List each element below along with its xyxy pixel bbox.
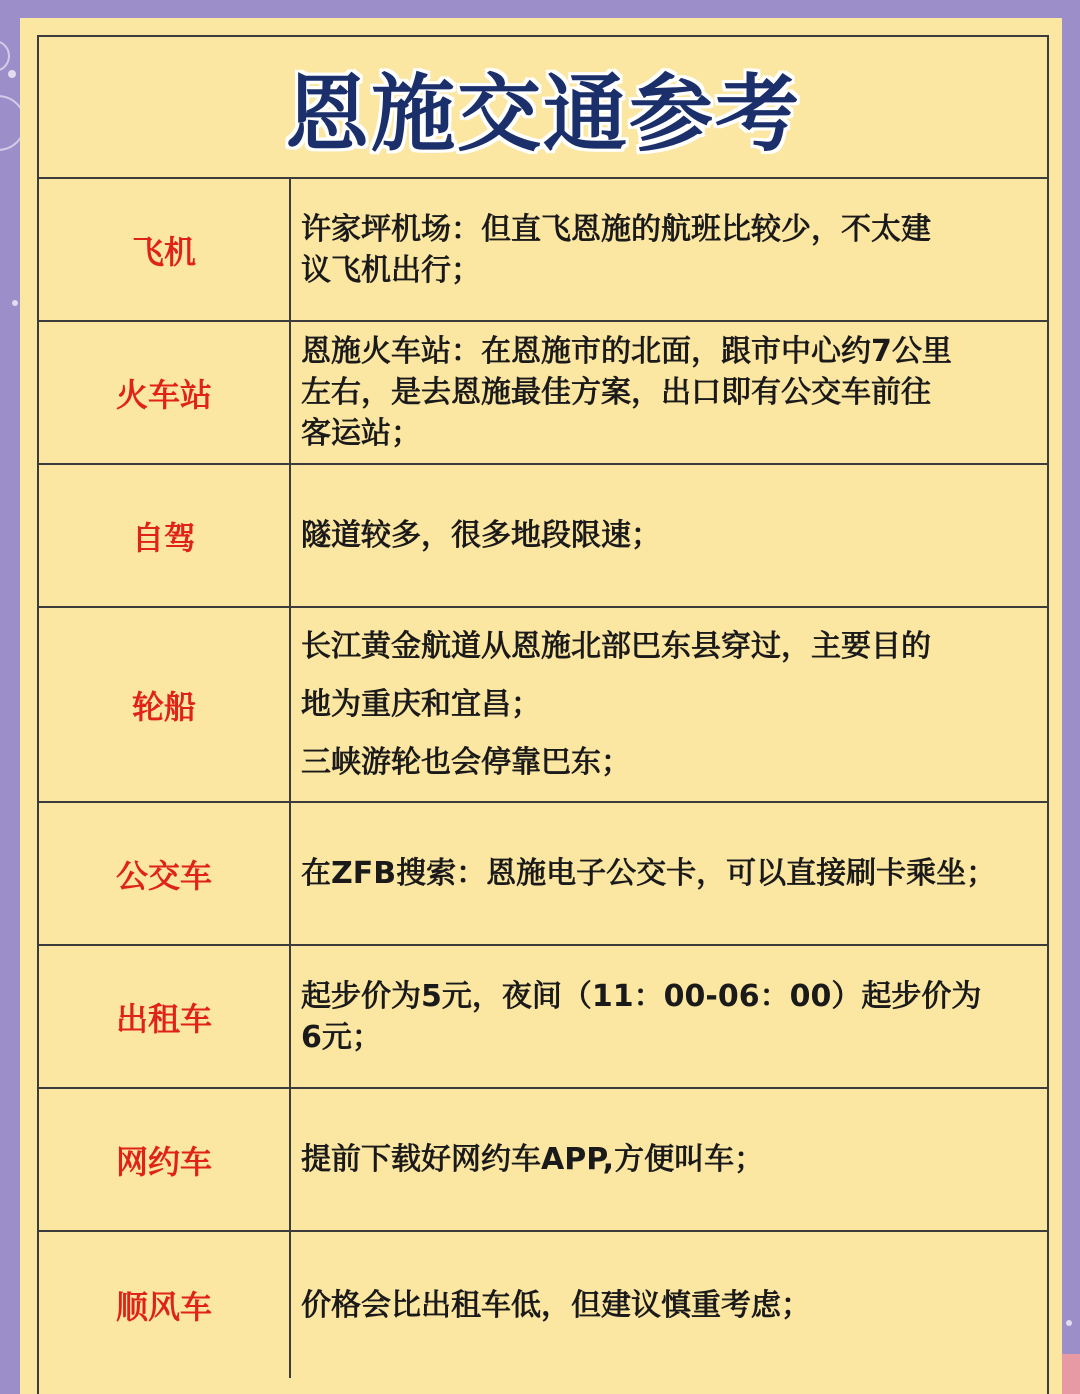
description-line: 6元； bbox=[301, 1019, 382, 1055]
transport-table bbox=[37, 35, 1049, 1394]
description-line: 长江黄金航道从恩施北部巴东县穿过，主要目的 bbox=[301, 628, 931, 664]
row-label: 飞机 bbox=[39, 179, 291, 320]
row-label: 火车站 bbox=[39, 322, 291, 463]
table-row-ride-hailing bbox=[39, 1089, 1047, 1232]
background-dot-decoration bbox=[12, 300, 18, 306]
description-line: 价格会比出租车低，但建议慎重考虑； bbox=[301, 1287, 811, 1323]
description-line: 客运站； bbox=[301, 416, 421, 451]
table-row-train bbox=[39, 322, 1047, 465]
description-line: 提前下载好网约车APP,方便叫车； bbox=[301, 1142, 765, 1177]
table-row-bus bbox=[39, 803, 1047, 946]
title-banner bbox=[39, 37, 1047, 179]
row-label: 网约车 bbox=[39, 1089, 291, 1230]
row-description bbox=[291, 803, 1047, 944]
row-label: 出租车 bbox=[39, 946, 291, 1087]
description-line: 三峡游轮也会停靠巴东； bbox=[301, 744, 631, 780]
row-description bbox=[291, 322, 1047, 463]
description-line: 在ZFB搜索：恩施电子公交卡，可以直接刷卡乘坐； bbox=[301, 856, 997, 891]
description-line: 隧道较多，很多地段限速； bbox=[301, 518, 661, 553]
row-description bbox=[291, 946, 1047, 1087]
table-row-plane bbox=[39, 179, 1047, 322]
table-row-taxi bbox=[39, 946, 1047, 1089]
description-line: 恩施火车站：在恩施市的北面，跟市中心约7公里 bbox=[301, 334, 952, 369]
row-description bbox=[291, 179, 1047, 320]
row-label: 顺风车 bbox=[39, 1232, 291, 1378]
row-label: 自驾 bbox=[39, 465, 291, 606]
page-title: 恩施交通参考 bbox=[284, 64, 801, 163]
row-description bbox=[291, 608, 1047, 801]
table-row-carpool bbox=[39, 1232, 1047, 1378]
row-description bbox=[291, 465, 1047, 606]
description-line: 地为重庆和宜昌； bbox=[301, 686, 541, 722]
description-line: 议飞机出行； bbox=[301, 252, 481, 288]
row-description bbox=[291, 1232, 1047, 1378]
background-dot-decoration bbox=[8, 70, 16, 78]
description-line: 许家坪机场：但直飞恩施的航班比较少，不太建 bbox=[301, 211, 931, 247]
row-label: 轮船 bbox=[39, 608, 291, 801]
info-card bbox=[20, 18, 1062, 1394]
row-label: 公交车 bbox=[39, 803, 291, 944]
description-line: 左右，是去恩施最佳方案，出口即有公交车前往 bbox=[301, 375, 931, 410]
description-line: 起步价为5元，夜间（11：00-06：00）起步价为 bbox=[301, 978, 982, 1014]
background-circle-decoration bbox=[0, 40, 10, 72]
table-row-ship bbox=[39, 608, 1047, 803]
background-dot-decoration bbox=[1066, 1320, 1072, 1326]
row-description bbox=[291, 1089, 1047, 1230]
table-row-self-drive bbox=[39, 465, 1047, 608]
